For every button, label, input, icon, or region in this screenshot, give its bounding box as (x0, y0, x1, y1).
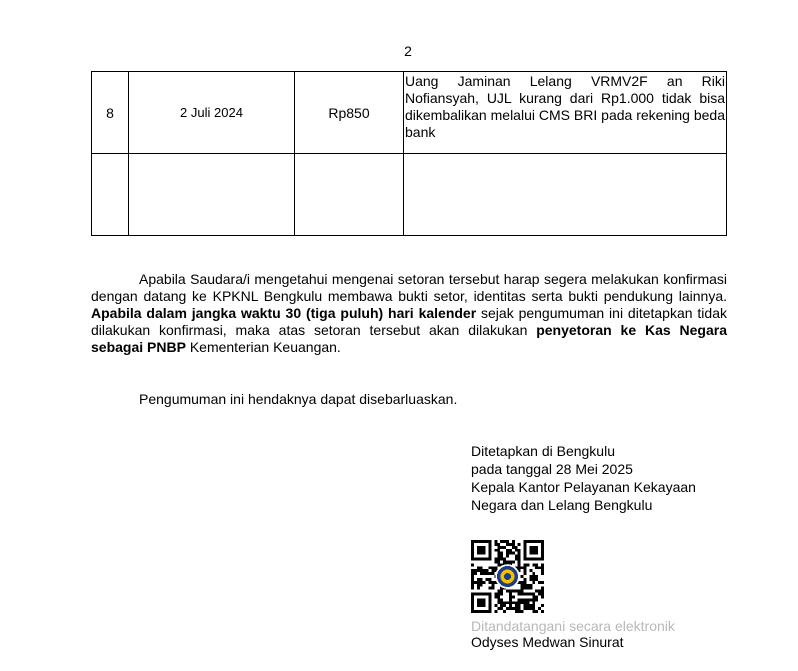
deposit-amount (295, 154, 404, 236)
table-row (92, 154, 727, 236)
signer-title: Kepala Kantor Pelayanan Kekayaan (471, 479, 696, 495)
signer-title-2: Negara dan Lelang Bengkulu (471, 497, 653, 513)
signature-place: Ditetapkan di Bengkulu (471, 443, 615, 459)
deposit-description: Uang Jaminan Lelang VRMV2F an Riki Nofiansyah, UJL kurang dari Rp1.000 tidak bisa dikembalikan melalui CMS BRI pada rekening beda bank (404, 72, 727, 154)
deposit-date (129, 154, 295, 236)
signature-date: pada tanggal 28 Mei 2025 (471, 461, 633, 477)
paragraph-text: Kementerian Keuangan. (185, 339, 341, 355)
confirmation-paragraph (91, 271, 727, 356)
row-number (92, 154, 129, 236)
signer-name: Odyses Medwan Sinurat (471, 634, 624, 650)
row-number: 8 (92, 72, 129, 154)
qr-code-icon (471, 540, 544, 613)
deadline-text: Apabila dalam jangka waktu 30 (tiga puluh) hari kalender (91, 305, 477, 321)
paragraph-text: Pengumuman ini hendaknya dapat disebarluaskan. (139, 391, 458, 407)
signature-block (471, 442, 696, 514)
deposit-amount: Rp850 (295, 72, 404, 154)
electronic-signature-note: Ditandatangani secara elektronik (471, 618, 675, 634)
page-number: 2 (404, 43, 412, 59)
table-row (92, 72, 727, 154)
dissemination-paragraph (91, 391, 727, 408)
pnbp-text: penyetoran ke Kas Negara sebagai PNBP (91, 322, 727, 355)
deposit-description (404, 154, 727, 236)
deposit-date: 2 Juli 2024 (129, 72, 295, 154)
paragraph-text: Apabila Saudara/i mengetahui mengenai setoran tersebut harap segera melakukan konfirmasi dengan datang ke KPKNL Bengkulu membawa bukti setor, identitas serta bukti pendukung lainnya. (91, 271, 727, 304)
deposit-table (91, 71, 727, 236)
paragraph-text: sejak pengumuman ini ditetapkan tidak dilakukan konfirmasi, maka atas setoran tersebut akan dilakukan (91, 305, 727, 338)
